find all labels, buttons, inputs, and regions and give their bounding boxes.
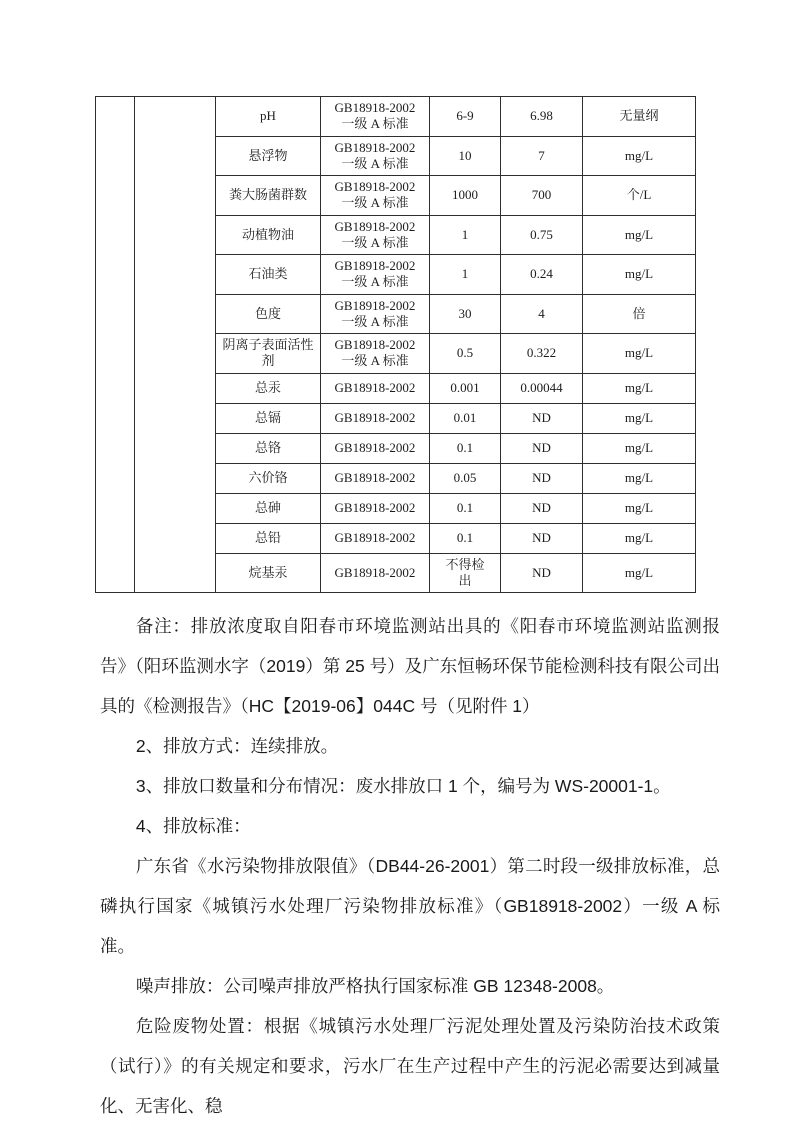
standard-line: GB18918-2002: [334, 337, 416, 352]
measured-cell: ND: [501, 433, 583, 463]
limit-value: 1: [461, 226, 469, 242]
unit-cell: mg/L: [583, 334, 696, 374]
standard-line: 一级 A 标准: [341, 313, 409, 329]
standard-cell: [321, 136, 430, 176]
param-cell: 色度: [216, 294, 321, 334]
limit-cell: [430, 255, 501, 295]
limit-cell: [430, 97, 501, 137]
limit-value: 30: [458, 305, 472, 321]
limit-cell: [430, 334, 501, 374]
limit-cell: [430, 433, 501, 463]
measured-cell: ND: [501, 463, 583, 493]
paragraph: 危险废物处置：根据《城镇污水处理厂污泥处理处置及污染防治技术政策（试行）》的有关规定和要求，污水厂在生产过程中产生的污泥必需要达到减量化、无害化、稳: [100, 1016, 720, 1116]
limit-value: 0.5: [456, 345, 474, 361]
standard-line: GB18918-2002: [334, 297, 416, 313]
table-row: [96, 97, 696, 137]
standard-line: GB18918-2002: [334, 258, 416, 273]
paragraph: 广东省《水污染物排放限值》（DB44-26-2001）第二时段一级排放标准，总磷执行国家《城镇污水处理厂污染物排放标准》（GB18918-2002）一级 A 标准。: [100, 856, 720, 956]
measured-cell: 0.00044: [501, 373, 583, 403]
limit-value: 0.01: [453, 409, 477, 425]
standard-line: GB18918-2002: [334, 218, 416, 234]
paragraph: 备注：排放浓度取自阳春市环境监测站出具的《阳春市环境监测站监测报告》（阳环监测水字（2019）第 25 号）及广东恒畅环保节能检测科技有限公司出具的《检测报告》（HC【2019-06】044C 号（见附件 1）: [100, 616, 720, 716]
unit-cell: mg/L: [583, 493, 696, 523]
measured-cell: ND: [501, 523, 583, 553]
param-cell: 石油类: [216, 255, 321, 295]
paragraph: 噪声排放：公司噪声排放严格执行国家标准 GB 12348-2008。: [135, 976, 615, 996]
param-cell: 总砷: [216, 493, 321, 523]
limit-value: 10: [458, 147, 472, 163]
standard-line: GB18918-2002: [334, 499, 416, 515]
left-spanner-cell-1: [96, 97, 135, 593]
limit-value: 1000: [452, 187, 478, 203]
param-cell: 动植物油: [216, 215, 321, 255]
limit-cell: [430, 176, 501, 216]
measured-cell: ND: [501, 493, 583, 523]
unit-cell: 个/L: [583, 176, 696, 216]
limit-cell: [430, 136, 501, 176]
standard-cell: [321, 255, 430, 295]
param-cell: 总铅: [216, 523, 321, 553]
standard-line: GB18918-2002: [334, 439, 416, 455]
unit-cell: mg/L: [583, 433, 696, 463]
measured-cell: 4: [501, 294, 583, 334]
standard-line: GB18918-2002: [334, 529, 416, 545]
limit-cell: [430, 463, 501, 493]
measured-cell: 0.322: [501, 334, 583, 374]
measured-cell: 6.98: [501, 97, 583, 137]
standard-cell: [321, 463, 430, 493]
limit-cell: [430, 523, 501, 553]
unit-cell: mg/L: [583, 553, 696, 593]
standard-line: GB18918-2002: [334, 564, 416, 580]
standard-cell: [321, 97, 430, 137]
limit-value: 1: [461, 266, 469, 282]
unit-cell: 倍: [583, 294, 696, 334]
standard-cell: [321, 215, 430, 255]
limit-value: 不得检出: [445, 556, 485, 588]
limit-value: 0.05: [453, 469, 477, 485]
param-cell: 悬浮物: [216, 136, 321, 176]
measured-cell: 0.24: [501, 255, 583, 295]
param-cell: 总镉: [216, 403, 321, 433]
limit-value: 6-9: [456, 108, 474, 124]
measured-cell: ND: [501, 553, 583, 593]
standard-line: 一级 A 标准: [341, 234, 409, 250]
standard-line: GB18918-2002: [334, 100, 416, 115]
standard-cell: [321, 294, 430, 334]
unit-cell: mg/L: [583, 463, 696, 493]
standard-cell: [321, 403, 430, 433]
standard-line: 一级 A 标准: [341, 195, 409, 211]
limit-cell: [430, 215, 501, 255]
standard-cell: [321, 176, 430, 216]
limit-cell: [430, 373, 501, 403]
paragraph: 4、排放标准：: [135, 816, 251, 836]
wastewater-discharge-monitoring-table: [95, 96, 696, 593]
param-cell: pH: [216, 97, 321, 137]
measured-cell: 0.75: [501, 215, 583, 255]
left-spanner-cell-2: [135, 97, 216, 593]
standard-cell: [321, 373, 430, 403]
measured-cell: ND: [501, 403, 583, 433]
standard-line: GB18918-2002: [334, 139, 416, 155]
param-cell: 阴离子表面活性剂: [216, 334, 321, 374]
report-text-block: [100, 606, 720, 1126]
param-cell: 总汞: [216, 373, 321, 403]
limit-value: 0.1: [456, 529, 474, 545]
standard-cell: [321, 553, 430, 593]
emissions-table-body: [96, 97, 696, 593]
paragraph: 2、排放方式：连续排放。: [135, 736, 339, 756]
standard-line: GB18918-2002: [334, 379, 416, 395]
limit-value: 0.1: [456, 439, 474, 455]
standard-cell: [321, 334, 430, 374]
paragraph: 3、排放口数量和分布情况：废水排放口 1 个，编号为 WS-20001-1。: [135, 776, 671, 796]
unit-cell: mg/L: [583, 215, 696, 255]
param-cell: 六价铬: [216, 463, 321, 493]
standard-line: GB18918-2002: [334, 409, 416, 425]
limit-cell: [430, 493, 501, 523]
unit-cell: mg/L: [583, 403, 696, 433]
unit-cell: mg/L: [583, 136, 696, 176]
standard-cell: [321, 493, 430, 523]
param-cell: 粪大肠菌群数: [216, 176, 321, 216]
measured-cell: 7: [501, 136, 583, 176]
limit-value: 0.001: [450, 379, 480, 395]
unit-cell: 无量纲: [583, 97, 696, 137]
unit-cell: mg/L: [583, 255, 696, 295]
standard-cell: [321, 433, 430, 463]
unit-cell: mg/L: [583, 523, 696, 553]
limit-cell: [430, 553, 501, 593]
limit-cell: [430, 294, 501, 334]
standard-line: 一级 A 标准: [341, 116, 409, 132]
measured-cell: 700: [501, 176, 583, 216]
unit-cell: mg/L: [583, 373, 696, 403]
standard-line: 一级 A 标准: [341, 274, 409, 290]
param-cell: 总铬: [216, 433, 321, 463]
standard-cell: [321, 523, 430, 553]
standard-line: GB18918-2002: [334, 179, 416, 194]
standard-line: GB18918-2002: [334, 469, 416, 485]
standard-line: 一级 A 标准: [341, 353, 409, 369]
param-cell: 烷基汞: [216, 553, 321, 593]
standard-line: 一级 A 标准: [341, 155, 409, 171]
limit-cell: [430, 403, 501, 433]
limit-value: 0.1: [456, 499, 474, 515]
